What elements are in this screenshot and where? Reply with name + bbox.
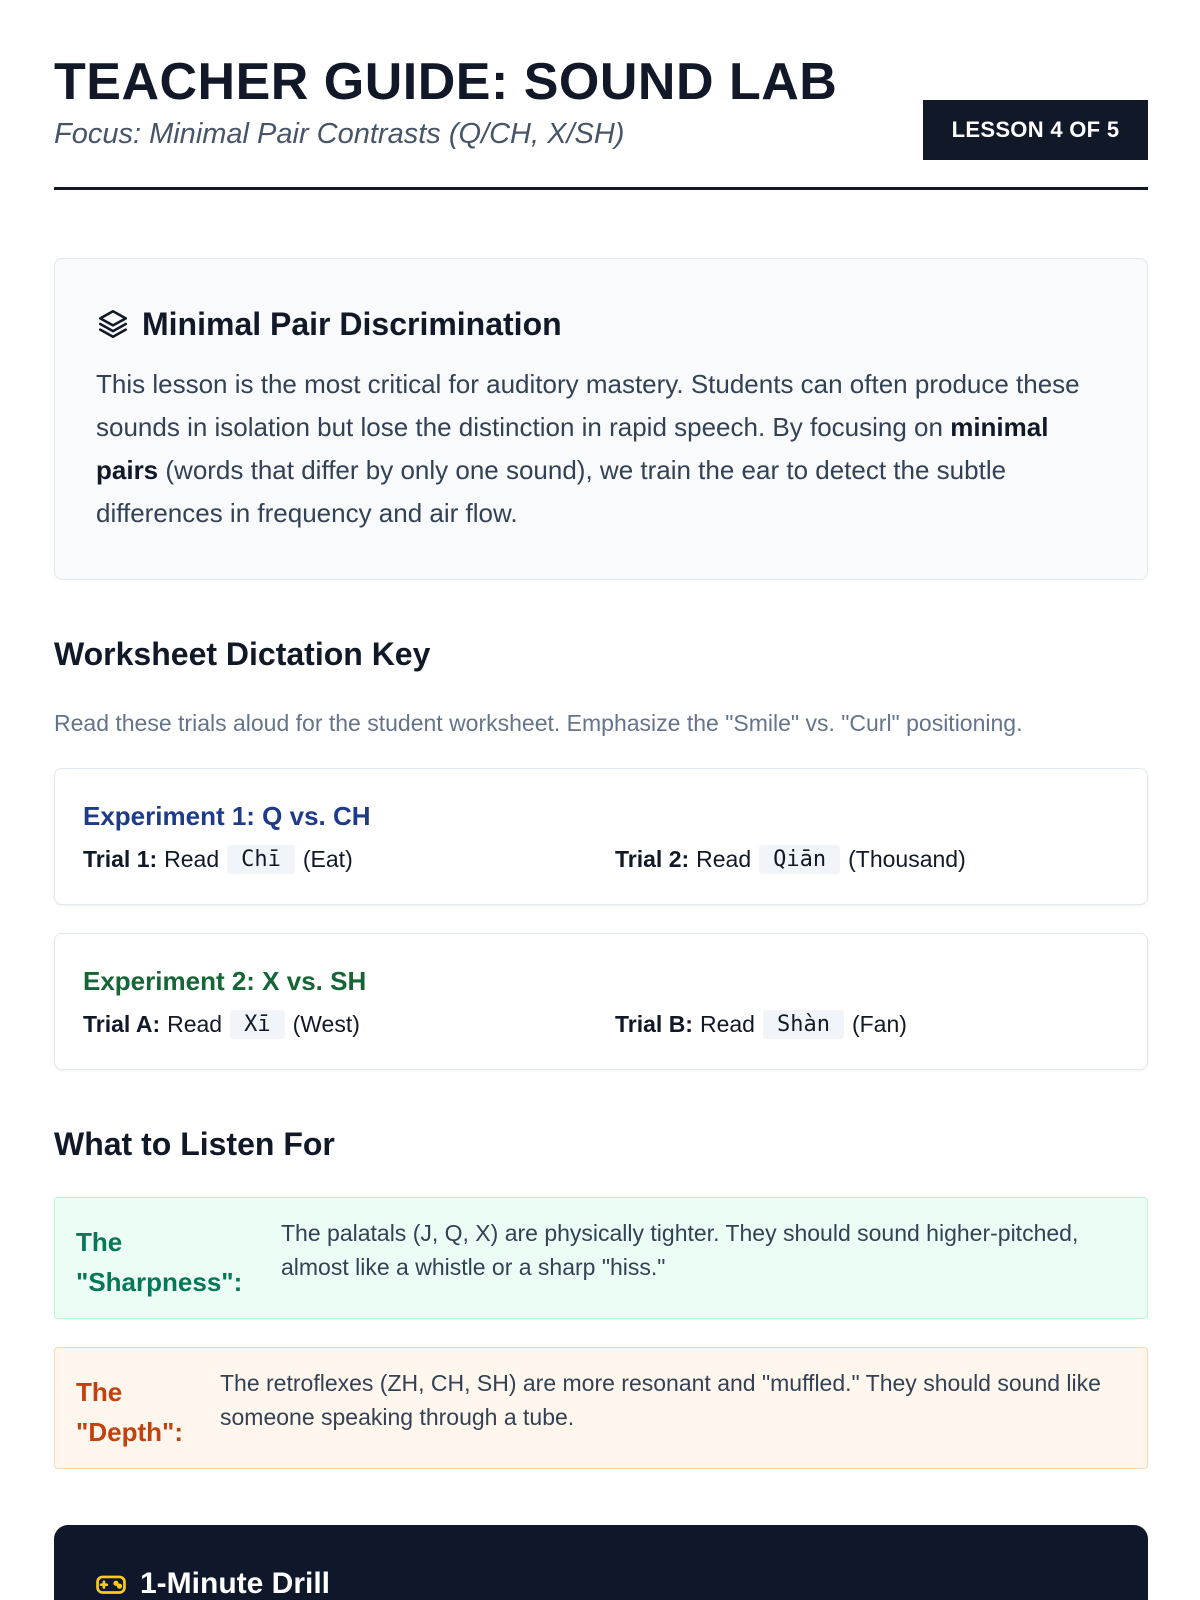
page-header [54, 0, 1148, 190]
trial-item [615, 1008, 907, 1040]
trial-verb: Read [167, 1010, 223, 1037]
page-title: TEACHER GUIDE: SOUND LAB [54, 53, 838, 111]
gamepad-icon [94, 1567, 128, 1600]
trial-label: Trial 2: [615, 845, 690, 872]
experiment-card-2 [54, 933, 1148, 1070]
dictation-note: Read these trials aloud for the student worksheet. Emphasize the "Smile" vs. "Curl" positioning. [54, 710, 1023, 736]
intro-card [54, 258, 1148, 580]
trial-verb: Read [164, 845, 220, 872]
layers-icon [96, 307, 130, 341]
trial-meaning: (Eat) [302, 845, 353, 872]
listen-label [76, 1222, 242, 1302]
experiment-title: Experiment 1: Q vs. CH [83, 801, 371, 831]
page-subtitle: Focus: Minimal Pair Contrasts (Q/CH, X/SH) [54, 118, 625, 150]
experiment-card-1 [54, 768, 1148, 905]
lesson-badge: LESSON 4 OF 5 [923, 100, 1148, 160]
trial-verb: Read [696, 845, 752, 872]
sharpness-card [54, 1197, 1148, 1319]
listen-label-line1: The [76, 1377, 123, 1407]
drill-title: 1-Minute Drill [140, 1567, 331, 1600]
trial-word: Chī [227, 845, 295, 874]
depth-card [54, 1347, 1148, 1469]
trial-word: Shàn [763, 1010, 844, 1039]
drill-card [54, 1525, 1148, 1600]
trial-verb: Read [699, 1010, 755, 1037]
intro-title: Minimal Pair Discrimination [142, 305, 562, 342]
trial-label: Trial 1: [83, 845, 158, 872]
trial-meaning: (Fan) [851, 1010, 907, 1037]
listen-label [76, 1372, 183, 1452]
trial-item [83, 843, 353, 875]
listen-label-line2: "Sharpness": [76, 1267, 243, 1297]
trial-meaning: (Thousand) [848, 845, 966, 872]
listen-label-line2: "Depth": [76, 1417, 183, 1447]
listen-text: The palatals (J, Q, X) are physically tighter. They should sound higher-pitched, almost like a whistle or a sharp "hiss." [281, 1220, 1079, 1280]
trial-meaning: (West) [292, 1010, 360, 1037]
listen-text: The retroflexes (ZH, CH, SH) are more resonant and "muffled." They should sound like someone speaking through a tube. [220, 1370, 1101, 1430]
experiment-title: Experiment 2: X vs. SH [83, 966, 367, 996]
listen-section-title: What to Listen For [54, 1126, 335, 1162]
listen-label-line1: The [76, 1227, 123, 1257]
trial-item [83, 1008, 360, 1040]
intro-header [96, 299, 1107, 349]
trial-item [615, 843, 966, 875]
trial-word: Xī [230, 1010, 285, 1039]
trial-label: Trial B: [615, 1010, 693, 1037]
dictation-section-title: Worksheet Dictation Key [54, 636, 431, 672]
drill-header [94, 1567, 330, 1600]
trial-word: Qiān [759, 845, 840, 874]
trial-label: Trial A: [83, 1010, 161, 1037]
intro-text-after: (words that differ by only one sound), we train the ear to detect the subtle differences in frequency and air flow. [96, 455, 1007, 528]
intro-text-bold: minimal pairs [96, 412, 1049, 485]
teacher-guide-page [54, 0, 1148, 1600]
intro-text [96, 363, 1116, 535]
intro-text-before: This lesson is the most critical for auditory mastery. Students can often produce these sounds in isolation but lose the distinction in rapid speech. By focusing on [96, 369, 1080, 442]
